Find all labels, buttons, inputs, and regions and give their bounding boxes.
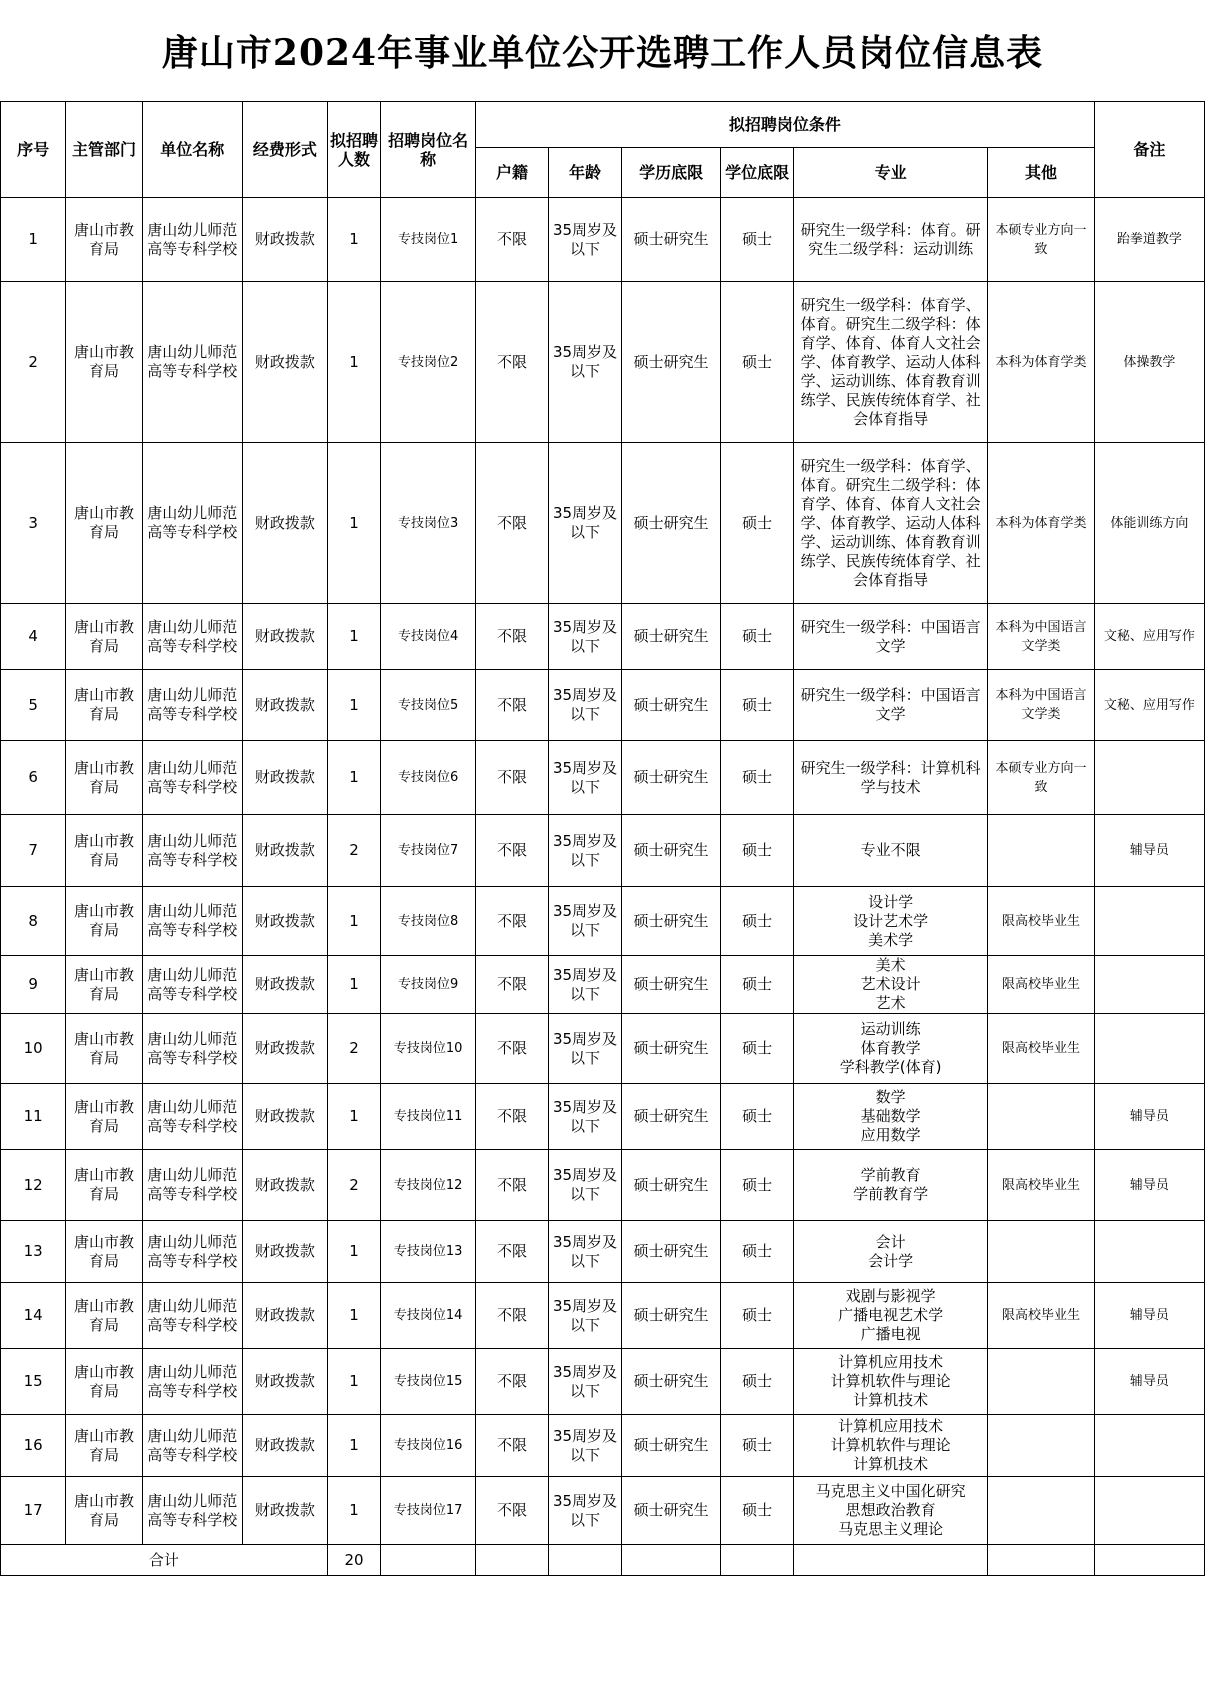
cell-unit: 唐山幼儿师范高等专科学校 <box>142 1283 242 1349</box>
cell-age: 35周岁及以下 <box>549 1477 622 1545</box>
cell-other: 限高校毕业生 <box>988 1283 1095 1349</box>
cell-dept: 唐山市教育局 <box>66 604 142 670</box>
header-unit: 单位名称 <box>142 102 242 198</box>
cell-other <box>988 1084 1095 1150</box>
cell-edu: 硕士研究生 <box>622 443 721 604</box>
cell-dept: 唐山市教育局 <box>66 1477 142 1545</box>
cell-hukou: 不限 <box>476 1150 549 1221</box>
table-row <box>1 198 1205 282</box>
cell-count: 1 <box>327 1283 380 1349</box>
cell-major: 研究生一级学科：体育。研究生二级学科：运动训练 <box>794 198 988 282</box>
cell-hukou: 不限 <box>476 815 549 887</box>
cell-other: 本硕专业方向一致 <box>988 198 1095 282</box>
cell-age: 35周岁及以下 <box>549 741 622 815</box>
header-fund: 经费形式 <box>242 102 327 198</box>
cell-edu: 硕士研究生 <box>622 1084 721 1150</box>
table-row <box>1 815 1205 887</box>
cell-seq: 12 <box>1 1150 66 1221</box>
cell-seq: 14 <box>1 1283 66 1349</box>
cell-edu: 硕士研究生 <box>622 956 721 1014</box>
cell-hukou: 不限 <box>476 1283 549 1349</box>
positions-table <box>0 101 1205 1576</box>
cell-other: 本科为中国语言文学类 <box>988 670 1095 741</box>
table-row <box>1 1150 1205 1221</box>
cell-edu: 硕士研究生 <box>622 1221 721 1283</box>
table-row <box>1 1084 1205 1150</box>
total-count: 20 <box>327 1545 380 1576</box>
header-seq: 序号 <box>1 102 66 198</box>
cell-remark: 辅导员 <box>1094 1349 1204 1415</box>
cell-post: 专技岗位17 <box>381 1477 476 1545</box>
cell-age: 35周岁及以下 <box>549 1415 622 1477</box>
cell-post: 专技岗位9 <box>381 956 476 1014</box>
cell-degree: 硕士 <box>721 1014 794 1084</box>
cell-other <box>988 1221 1095 1283</box>
cell-hukou: 不限 <box>476 741 549 815</box>
cell-degree: 硕士 <box>721 1349 794 1415</box>
table-row <box>1 741 1205 815</box>
cell-dept: 唐山市教育局 <box>66 1349 142 1415</box>
cell-seq: 16 <box>1 1415 66 1477</box>
cell-degree: 硕士 <box>721 282 794 443</box>
cell-degree: 硕士 <box>721 443 794 604</box>
header-age: 年龄 <box>549 148 622 198</box>
cell-hukou: 不限 <box>476 670 549 741</box>
cell-hukou: 不限 <box>476 956 549 1014</box>
cell-unit: 唐山幼儿师范高等专科学校 <box>142 1150 242 1221</box>
cell-post: 专技岗位7 <box>381 815 476 887</box>
cell-post: 专技岗位16 <box>381 1415 476 1477</box>
cell-other: 本科为中国语言文学类 <box>988 604 1095 670</box>
cell-count: 2 <box>327 1150 380 1221</box>
cell-remark <box>1094 741 1204 815</box>
cell-seq: 5 <box>1 670 66 741</box>
table-row <box>1 670 1205 741</box>
cell-fund: 财政拨款 <box>242 604 327 670</box>
cell-age: 35周岁及以下 <box>549 198 622 282</box>
cell-major: 美术 艺术设计 艺术 <box>794 956 988 1014</box>
cell-unit: 唐山幼儿师范高等专科学校 <box>142 956 242 1014</box>
cell-hukou: 不限 <box>476 443 549 604</box>
header-count: 拟招聘人数 <box>327 102 380 198</box>
cell-degree: 硕士 <box>721 1221 794 1283</box>
cell-count: 1 <box>327 1084 380 1150</box>
table-row <box>1 1477 1205 1545</box>
cell-degree: 硕士 <box>721 198 794 282</box>
cell-count: 1 <box>327 887 380 956</box>
cell-other: 限高校毕业生 <box>988 887 1095 956</box>
cell-dept: 唐山市教育局 <box>66 670 142 741</box>
header-major: 专业 <box>794 148 988 198</box>
cell-degree: 硕士 <box>721 887 794 956</box>
cell-fund: 财政拨款 <box>242 956 327 1014</box>
cell-degree: 硕士 <box>721 741 794 815</box>
cell-dept: 唐山市教育局 <box>66 1415 142 1477</box>
cell-dept: 唐山市教育局 <box>66 1283 142 1349</box>
cell-edu: 硕士研究生 <box>622 1477 721 1545</box>
cell-unit: 唐山幼儿师范高等专科学校 <box>142 198 242 282</box>
cell-remark: 体操教学 <box>1094 282 1204 443</box>
cell-unit: 唐山幼儿师范高等专科学校 <box>142 1477 242 1545</box>
header-degree: 学位底限 <box>721 148 794 198</box>
cell-remark: 辅导员 <box>1094 1084 1204 1150</box>
cell-post: 专技岗位2 <box>381 282 476 443</box>
cell-age: 35周岁及以下 <box>549 1084 622 1150</box>
cell-remark: 文秘、应用写作 <box>1094 604 1204 670</box>
cell-remark: 跆拳道教学 <box>1094 198 1204 282</box>
cell-other: 本硕专业方向一致 <box>988 741 1095 815</box>
table-body <box>1 198 1205 1545</box>
cell-unit: 唐山幼儿师范高等专科学校 <box>142 1415 242 1477</box>
cell-edu: 硕士研究生 <box>622 198 721 282</box>
cell-post: 专技岗位15 <box>381 1349 476 1415</box>
cell-unit: 唐山幼儿师范高等专科学校 <box>142 887 242 956</box>
header-conditions: 拟招聘岗位条件 <box>476 102 1095 148</box>
cell-post: 专技岗位6 <box>381 741 476 815</box>
table-row <box>1 1283 1205 1349</box>
cell-fund: 财政拨款 <box>242 1283 327 1349</box>
table-row <box>1 282 1205 443</box>
cell-dept: 唐山市教育局 <box>66 815 142 887</box>
cell-hukou: 不限 <box>476 887 549 956</box>
cell-edu: 硕士研究生 <box>622 1150 721 1221</box>
cell-dept: 唐山市教育局 <box>66 1014 142 1084</box>
cell-seq: 4 <box>1 604 66 670</box>
cell-edu: 硕士研究生 <box>622 815 721 887</box>
cell-unit: 唐山幼儿师范高等专科学校 <box>142 282 242 443</box>
cell-major: 研究生一级学科：体育学、体育。研究生二级学科：体育学、体育、体育人文社会学、体育教学、运动人体科学、运动训练、体育教育训练学、民族传统体育学、社会体育指导 <box>794 282 988 443</box>
cell-major: 计算机应用技术 计算机软件与理论 计算机技术 <box>794 1349 988 1415</box>
cell-remark: 辅导员 <box>1094 1283 1204 1349</box>
cell-major: 学前教育 学前教育学 <box>794 1150 988 1221</box>
page-title: 唐山市2024年事业单位公开选聘工作人员岗位信息表 <box>161 31 1044 74</box>
cell-count: 2 <box>327 815 380 887</box>
cell-other: 限高校毕业生 <box>988 1150 1095 1221</box>
cell-dept: 唐山市教育局 <box>66 198 142 282</box>
cell-remark: 文秘、应用写作 <box>1094 670 1204 741</box>
cell-seq: 11 <box>1 1084 66 1150</box>
cell-post: 专技岗位12 <box>381 1150 476 1221</box>
cell-seq: 8 <box>1 887 66 956</box>
cell-edu: 硕士研究生 <box>622 670 721 741</box>
cell-other <box>988 1415 1095 1477</box>
cell-unit: 唐山幼儿师范高等专科学校 <box>142 443 242 604</box>
cell-other <box>988 1477 1095 1545</box>
cell-major: 专业不限 <box>794 815 988 887</box>
cell-unit: 唐山幼儿师范高等专科学校 <box>142 1084 242 1150</box>
cell-fund: 财政拨款 <box>242 198 327 282</box>
cell-age: 35周岁及以下 <box>549 1150 622 1221</box>
cell-age: 35周岁及以下 <box>549 887 622 956</box>
total-row <box>1 1545 1205 1576</box>
cell-seq: 7 <box>1 815 66 887</box>
cell-seq: 17 <box>1 1477 66 1545</box>
cell-remark <box>1094 1014 1204 1084</box>
cell-unit: 唐山幼儿师范高等专科学校 <box>142 1014 242 1084</box>
cell-major: 数学 基础数学 应用数学 <box>794 1084 988 1150</box>
cell-other <box>988 815 1095 887</box>
cell-count: 1 <box>327 1349 380 1415</box>
cell-other: 本科为体育学类 <box>988 443 1095 604</box>
cell-count: 1 <box>327 1221 380 1283</box>
cell-major: 戏剧与影视学 广播电视艺术学 广播电视 <box>794 1283 988 1349</box>
cell-post: 专技岗位4 <box>381 604 476 670</box>
cell-fund: 财政拨款 <box>242 1415 327 1477</box>
cell-edu: 硕士研究生 <box>622 282 721 443</box>
table-row <box>1 1221 1205 1283</box>
cell-fund: 财政拨款 <box>242 887 327 956</box>
cell-post: 专技岗位5 <box>381 670 476 741</box>
cell-age: 35周岁及以下 <box>549 1283 622 1349</box>
cell-major: 会计 会计学 <box>794 1221 988 1283</box>
cell-fund: 财政拨款 <box>242 1477 327 1545</box>
cell-age: 35周岁及以下 <box>549 282 622 443</box>
cell-dept: 唐山市教育局 <box>66 1221 142 1283</box>
header-hukou: 户籍 <box>476 148 549 198</box>
cell-edu: 硕士研究生 <box>622 887 721 956</box>
table-row <box>1 443 1205 604</box>
cell-major: 计算机应用技术 计算机软件与理论 计算机技术 <box>794 1415 988 1477</box>
cell-major: 运动训练 体育教学 学科教学(体育) <box>794 1014 988 1084</box>
cell-dept: 唐山市教育局 <box>66 741 142 815</box>
cell-count: 2 <box>327 1014 380 1084</box>
cell-degree: 硕士 <box>721 1150 794 1221</box>
table-header <box>1 102 1205 198</box>
cell-unit: 唐山幼儿师范高等专科学校 <box>142 1349 242 1415</box>
cell-remark <box>1094 1221 1204 1283</box>
cell-major: 研究生一级学科：体育学、体育。研究生二级学科：体育学、体育、体育人文社会学、体育教学、运动人体科学、运动训练、体育教育训练学、民族传统体育学、社会体育指导 <box>794 443 988 604</box>
cell-edu: 硕士研究生 <box>622 1283 721 1349</box>
cell-hukou: 不限 <box>476 1084 549 1150</box>
cell-remark: 辅导员 <box>1094 1150 1204 1221</box>
cell-count: 1 <box>327 1415 380 1477</box>
cell-count: 1 <box>327 443 380 604</box>
header-edu: 学历底限 <box>622 148 721 198</box>
header-other: 其他 <box>988 148 1095 198</box>
table-row <box>1 1014 1205 1084</box>
cell-fund: 财政拨款 <box>242 1084 327 1150</box>
header-post: 招聘岗位名称 <box>381 102 476 198</box>
cell-unit: 唐山幼儿师范高等专科学校 <box>142 741 242 815</box>
header-dept: 主管部门 <box>66 102 142 198</box>
cell-seq: 9 <box>1 956 66 1014</box>
cell-hukou: 不限 <box>476 1221 549 1283</box>
cell-seq: 1 <box>1 198 66 282</box>
cell-remark <box>1094 887 1204 956</box>
table-row <box>1 1349 1205 1415</box>
cell-post: 专技岗位8 <box>381 887 476 956</box>
table-row <box>1 1415 1205 1477</box>
cell-degree: 硕士 <box>721 815 794 887</box>
cell-age: 35周岁及以下 <box>549 1014 622 1084</box>
cell-unit: 唐山幼儿师范高等专科学校 <box>142 1221 242 1283</box>
cell-post: 专技岗位13 <box>381 1221 476 1283</box>
cell-unit: 唐山幼儿师范高等专科学校 <box>142 604 242 670</box>
cell-post: 专技岗位1 <box>381 198 476 282</box>
cell-count: 1 <box>327 1477 380 1545</box>
header-remark: 备注 <box>1094 102 1204 198</box>
cell-major: 设计学 设计艺术学 美术学 <box>794 887 988 956</box>
cell-seq: 13 <box>1 1221 66 1283</box>
cell-major: 马克思主义中国化研究 思想政治教育 马克思主义理论 <box>794 1477 988 1545</box>
cell-dept: 唐山市教育局 <box>66 282 142 443</box>
cell-age: 35周岁及以下 <box>549 815 622 887</box>
cell-other: 限高校毕业生 <box>988 956 1095 1014</box>
table-row <box>1 604 1205 670</box>
cell-age: 35周岁及以下 <box>549 443 622 604</box>
cell-age: 35周岁及以下 <box>549 1349 622 1415</box>
cell-fund: 财政拨款 <box>242 741 327 815</box>
cell-remark <box>1094 1415 1204 1477</box>
cell-degree: 硕士 <box>721 1477 794 1545</box>
cell-hukou: 不限 <box>476 1349 549 1415</box>
cell-dept: 唐山市教育局 <box>66 1084 142 1150</box>
cell-remark <box>1094 1477 1204 1545</box>
cell-edu: 硕士研究生 <box>622 1014 721 1084</box>
cell-fund: 财政拨款 <box>242 1150 327 1221</box>
cell-other: 限高校毕业生 <box>988 1014 1095 1084</box>
cell-seq: 15 <box>1 1349 66 1415</box>
cell-count: 1 <box>327 282 380 443</box>
cell-seq: 3 <box>1 443 66 604</box>
cell-remark: 辅导员 <box>1094 815 1204 887</box>
cell-post: 专技岗位11 <box>381 1084 476 1150</box>
cell-dept: 唐山市教育局 <box>66 1150 142 1221</box>
cell-dept: 唐山市教育局 <box>66 887 142 956</box>
cell-count: 1 <box>327 604 380 670</box>
cell-remark <box>1094 956 1204 1014</box>
total-label: 合计 <box>1 1545 328 1576</box>
cell-hukou: 不限 <box>476 282 549 443</box>
cell-hukou: 不限 <box>476 1014 549 1084</box>
cell-count: 1 <box>327 670 380 741</box>
cell-degree: 硕士 <box>721 1415 794 1477</box>
cell-post: 专技岗位10 <box>381 1014 476 1084</box>
table-row <box>1 887 1205 956</box>
cell-age: 35周岁及以下 <box>549 670 622 741</box>
cell-degree: 硕士 <box>721 1283 794 1349</box>
cell-dept: 唐山市教育局 <box>66 443 142 604</box>
cell-other <box>988 1349 1095 1415</box>
cell-hukou: 不限 <box>476 604 549 670</box>
cell-post: 专技岗位3 <box>381 443 476 604</box>
cell-major: 研究生一级学科：中国语言文学 <box>794 604 988 670</box>
cell-degree: 硕士 <box>721 604 794 670</box>
cell-count: 1 <box>327 198 380 282</box>
cell-seq: 2 <box>1 282 66 443</box>
cell-fund: 财政拨款 <box>242 443 327 604</box>
cell-other: 本科为体育学类 <box>988 282 1095 443</box>
cell-fund: 财政拨款 <box>242 1221 327 1283</box>
cell-edu: 硕士研究生 <box>622 1349 721 1415</box>
cell-major: 研究生一级学科：计算机科学与技术 <box>794 741 988 815</box>
table-row <box>1 956 1205 1014</box>
cell-age: 35周岁及以下 <box>549 604 622 670</box>
cell-post: 专技岗位14 <box>381 1283 476 1349</box>
cell-fund: 财政拨款 <box>242 1014 327 1084</box>
cell-fund: 财政拨款 <box>242 1349 327 1415</box>
cell-seq: 6 <box>1 741 66 815</box>
cell-major: 研究生一级学科：中国语言文学 <box>794 670 988 741</box>
cell-unit: 唐山幼儿师范高等专科学校 <box>142 815 242 887</box>
cell-count: 1 <box>327 741 380 815</box>
cell-edu: 硕士研究生 <box>622 1415 721 1477</box>
cell-age: 35周岁及以下 <box>549 956 622 1014</box>
cell-dept: 唐山市教育局 <box>66 956 142 1014</box>
cell-seq: 10 <box>1 1014 66 1084</box>
cell-fund: 财政拨款 <box>242 815 327 887</box>
cell-degree: 硕士 <box>721 956 794 1014</box>
cell-remark: 体能训练方向 <box>1094 443 1204 604</box>
cell-edu: 硕士研究生 <box>622 741 721 815</box>
cell-count: 1 <box>327 956 380 1014</box>
cell-age: 35周岁及以下 <box>549 1221 622 1283</box>
cell-fund: 财政拨款 <box>242 670 327 741</box>
cell-degree: 硕士 <box>721 1084 794 1150</box>
cell-fund: 财政拨款 <box>242 282 327 443</box>
cell-hukou: 不限 <box>476 198 549 282</box>
cell-hukou: 不限 <box>476 1415 549 1477</box>
cell-unit: 唐山幼儿师范高等专科学校 <box>142 670 242 741</box>
cell-edu: 硕士研究生 <box>622 604 721 670</box>
cell-degree: 硕士 <box>721 670 794 741</box>
cell-hukou: 不限 <box>476 1477 549 1545</box>
